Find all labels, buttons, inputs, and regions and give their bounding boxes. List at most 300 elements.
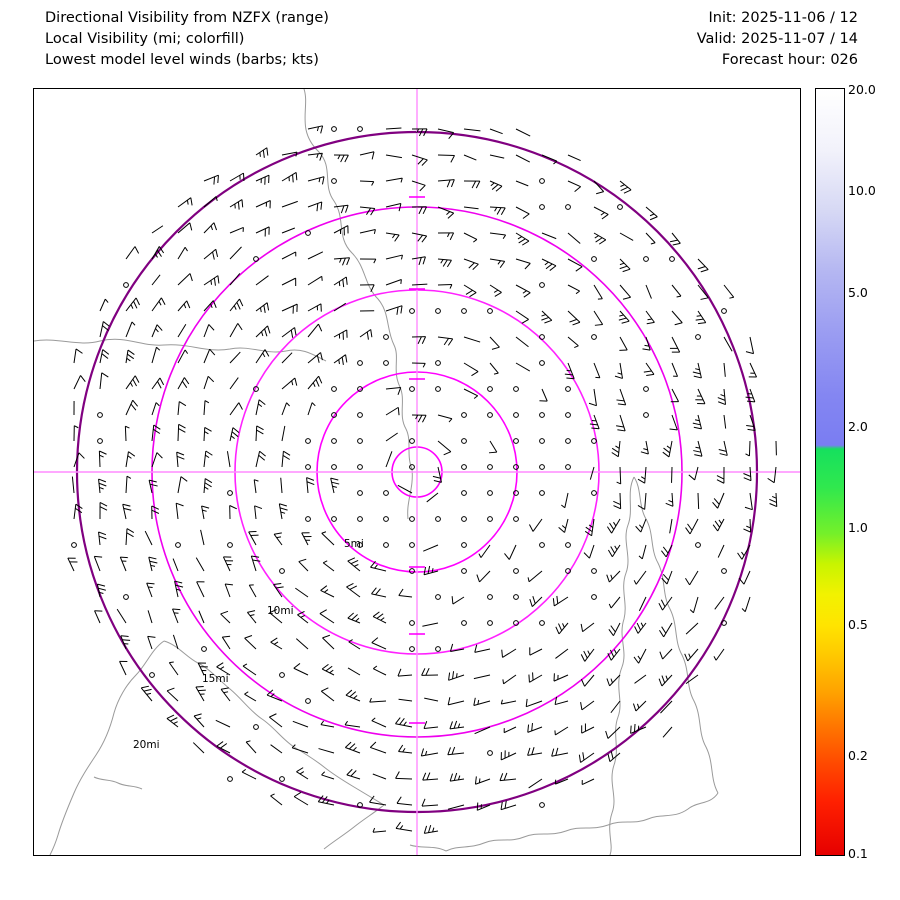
wind-barb-full	[133, 400, 138, 406]
wind-barb-full	[613, 501, 620, 504]
wind-barb-shaft	[672, 285, 681, 296]
wind-barb-half	[130, 383, 132, 387]
wind-barb-shaft	[397, 803, 412, 805]
wind-barb-calm	[436, 517, 441, 522]
wind-barb-full	[167, 715, 174, 718]
wind-barb-calm	[488, 517, 493, 522]
wind-barb-shaft	[645, 467, 646, 483]
wind-barb-full	[500, 773, 503, 780]
wind-barb-full	[316, 379, 319, 386]
wind-barb-calm	[540, 283, 545, 288]
wind-barb-shaft	[529, 675, 542, 682]
wind-barb-calm	[566, 387, 571, 392]
wind-barb-full	[423, 257, 425, 264]
wind-barb-calm	[540, 465, 545, 470]
wind-barb-half	[262, 332, 263, 336]
wind-barb-full	[347, 258, 350, 265]
wind-barb-full	[581, 624, 582, 632]
wind-barb-shaft	[373, 669, 386, 675]
wind-barb-shaft	[424, 727, 438, 728]
wind-barb-full	[81, 375, 86, 381]
wind-barb-full	[400, 718, 405, 724]
wind-barb-calm	[436, 361, 441, 366]
wind-barb-full	[650, 217, 657, 220]
wind-barb-shaft	[126, 247, 135, 259]
wind-barb-shaft	[422, 623, 438, 626]
wind-barb-half	[614, 650, 616, 654]
wind-barb-full	[453, 671, 454, 679]
wind-barb-shaft	[698, 441, 702, 456]
wind-barb-half	[231, 436, 234, 439]
wind-barb-shaft	[448, 753, 464, 755]
wind-barb-full	[397, 307, 398, 315]
wind-barb-full	[191, 198, 192, 206]
wind-barb-shaft	[620, 337, 627, 350]
wind-barb-shaft	[251, 556, 256, 571]
wind-barb-half	[184, 304, 186, 308]
wind-barb-full	[618, 404, 626, 405]
wind-barb-shaft	[750, 337, 754, 354]
valid-time-label: Valid: 2025-11-07 / 14	[696, 31, 858, 47]
wind-barb-full	[423, 773, 426, 780]
wind-barb-shaft	[360, 181, 374, 182]
wind-barb-shaft	[281, 478, 282, 493]
wind-barb-half	[641, 623, 643, 627]
wind-barb-full	[533, 596, 535, 603]
wind-barb-shaft	[322, 533, 334, 545]
wind-barb-full	[768, 478, 775, 482]
wind-barb-full	[523, 214, 529, 219]
wind-barb-shaft	[645, 493, 646, 509]
wind-barb-full	[475, 645, 477, 653]
wind-barb-shaft	[308, 252, 323, 259]
wind-barb-full	[332, 482, 340, 484]
wind-barb-full	[541, 317, 548, 320]
range-label-10mi: 10mi	[267, 605, 294, 617]
wind-barb-half	[620, 185, 624, 187]
wind-barb-shaft	[282, 451, 283, 467]
wind-barb-calm	[540, 361, 545, 366]
wind-barb-shaft	[321, 725, 334, 727]
wind-barb-calm	[514, 595, 519, 600]
wind-barb-shaft	[386, 433, 398, 441]
wind-barb-shaft	[371, 594, 386, 597]
wind-barb-full	[398, 407, 399, 415]
wind-barb-full	[150, 561, 158, 563]
map-plot-area[interactable]	[33, 88, 801, 856]
wind-barb-calm	[384, 491, 389, 496]
wind-barb-full	[264, 305, 265, 313]
wind-barb-full	[97, 584, 105, 586]
wind-barb-half	[174, 722, 178, 724]
range-label-5mi: 5mi	[344, 538, 364, 550]
wind-barb-calm	[124, 283, 129, 288]
wind-barb-half	[100, 455, 104, 457]
wind-barb-shaft	[126, 529, 127, 545]
wind-barb-shaft	[594, 389, 596, 406]
wind-barb-full	[131, 404, 136, 410]
wind-barb-full	[662, 578, 667, 584]
wind-barb-full	[103, 350, 109, 355]
wind-barb-calm	[566, 205, 571, 210]
wind-barb-full	[526, 699, 527, 707]
colorbar-tick-10: 10.0	[848, 183, 876, 198]
wind-barb-full	[466, 290, 473, 294]
wind-barb-shaft	[479, 571, 490, 582]
wind-barb-full	[79, 453, 84, 459]
wind-barb-shaft	[542, 155, 557, 161]
wind-barb-full	[218, 175, 219, 183]
wind-barb-shaft	[724, 441, 727, 455]
wind-barb-shaft	[94, 556, 100, 571]
range-label-20mi: 20mi	[133, 739, 160, 751]
wind-barb-full	[596, 238, 603, 242]
wind-barb-shaft	[667, 571, 672, 584]
wind-barb-half	[479, 778, 480, 782]
wind-barb-half	[446, 212, 449, 215]
wind-barb-full	[596, 192, 604, 194]
wind-barb-calm	[72, 543, 77, 548]
wind-barb-shaft	[249, 585, 256, 597]
wind-barb-shaft	[448, 701, 464, 705]
wind-barb-half	[156, 403, 159, 406]
wind-barb-full	[608, 754, 610, 762]
wind-barb-shaft	[412, 155, 427, 160]
wind-barb-shaft	[204, 175, 218, 181]
wind-barb-full	[694, 455, 702, 457]
wind-barb-shaft	[670, 519, 672, 533]
wind-barb-shaft	[274, 584, 282, 597]
wind-barb-full	[245, 635, 252, 638]
wind-barb-half	[234, 306, 236, 310]
wind-barb-shaft	[126, 476, 127, 493]
wind-barb-calm	[410, 647, 415, 652]
wind-barb-full	[177, 456, 184, 459]
wind-barb-full	[421, 748, 423, 756]
wind-barb-calm	[488, 387, 493, 392]
wind-barb-shaft	[474, 701, 490, 706]
wind-barb-full	[222, 636, 230, 637]
wind-barb-full	[698, 267, 705, 269]
wind-barb-shaft	[516, 155, 530, 162]
wind-barb-full	[296, 768, 303, 772]
wind-barb-half	[322, 532, 326, 534]
wind-barb-shaft	[555, 727, 568, 735]
wind-barb-full	[670, 429, 678, 430]
wind-barb-half	[127, 358, 131, 361]
wind-barb-half	[449, 419, 452, 422]
wind-barb-full	[122, 640, 130, 641]
wind-barb-calm	[514, 439, 519, 444]
wind-barb-half	[132, 322, 135, 325]
wind-barb-full	[556, 748, 558, 756]
wind-barb-calm	[540, 803, 545, 808]
wind-barb-shaft	[500, 779, 516, 781]
wind-barb-calm	[566, 543, 571, 548]
wind-barb-shaft	[307, 478, 308, 493]
wind-barb-shaft	[555, 649, 568, 658]
wind-barb-calm	[514, 413, 519, 418]
wind-barb-shaft	[256, 227, 269, 233]
wind-barb-shaft	[271, 745, 282, 753]
wind-barb-full	[606, 731, 608, 738]
wind-barb-full	[644, 371, 652, 372]
wind-barb-shaft	[568, 155, 581, 161]
wind-barb-full	[663, 452, 669, 457]
wind-barb-full	[418, 337, 421, 344]
wind-barb-full	[233, 428, 239, 433]
wind-barb-shaft	[202, 506, 204, 519]
wind-barb-shaft	[636, 571, 646, 584]
wind-barb-full	[519, 239, 526, 243]
wind-barb-full	[522, 241, 529, 245]
wind-barb-half	[197, 718, 201, 719]
wind-barb-shaft	[360, 229, 375, 233]
wind-barb-half	[205, 455, 209, 457]
wind-barb-full	[299, 559, 306, 561]
wind-barb-calm	[462, 439, 467, 444]
wind-barb-calm	[358, 439, 363, 444]
wind-barb-calm	[696, 543, 701, 548]
wind-barb-full	[451, 180, 454, 187]
wind-barb-shaft	[450, 779, 464, 781]
wind-barb-full	[342, 258, 345, 265]
wind-barb-half	[423, 363, 425, 367]
wind-barb-shaft	[194, 716, 204, 727]
wind-barb-full	[99, 536, 106, 539]
wind-barb-full	[214, 223, 217, 230]
wind-barb-full	[497, 208, 501, 215]
colorbar-tick-5: 5.0	[848, 285, 868, 300]
colorbar-tick-1: 1.0	[848, 520, 868, 535]
wind-barb-shaft	[672, 337, 680, 352]
wind-barb-shaft	[370, 747, 386, 753]
wind-barb-shaft	[423, 779, 438, 780]
wind-barb-shaft	[299, 562, 308, 571]
wind-barb-calm	[644, 387, 649, 392]
wind-barb-shaft	[223, 557, 230, 571]
wind-barb-shaft	[516, 207, 529, 214]
wind-barb-shaft	[620, 233, 633, 240]
wind-barb-calm	[410, 387, 415, 392]
wind-barb-shaft	[423, 545, 438, 551]
wind-barb-full	[372, 152, 374, 160]
wind-barb-full	[476, 181, 480, 188]
wind-barb-full	[351, 770, 356, 776]
wind-barb-shaft	[308, 177, 324, 181]
wind-barb-shaft	[99, 479, 100, 493]
wind-barb-half	[648, 319, 652, 320]
wind-barb-full	[230, 506, 237, 509]
wind-barb-shaft	[639, 649, 646, 663]
wind-barb-full	[372, 638, 378, 643]
wind-barb-full	[693, 423, 701, 425]
header-title-line: Directional Visibility from NZFX (range)	[45, 10, 329, 26]
wind-barb-shaft	[424, 831, 438, 833]
wind-barb-shaft	[246, 742, 256, 753]
wind-barb-calm	[644, 257, 649, 262]
wind-barb-full	[602, 214, 608, 219]
wind-barb-full	[149, 557, 157, 559]
wind-barb-full	[367, 332, 368, 340]
wind-barb-full	[349, 744, 355, 749]
wind-barb-shaft	[438, 259, 451, 260]
wind-barb-full	[176, 503, 183, 506]
wind-barb-full	[326, 666, 332, 671]
wind-barb-full	[559, 527, 565, 532]
wind-barb-half	[345, 721, 348, 725]
wind-barb-full	[664, 448, 670, 453]
wind-barb-shaft	[282, 353, 292, 363]
wind-barb-full	[701, 270, 708, 272]
wind-barb-calm	[566, 465, 571, 470]
wind-barb-shaft	[334, 330, 347, 337]
wind-barb-shaft	[526, 701, 542, 707]
wind-barb-shaft	[581, 753, 594, 762]
wind-barb-full	[239, 299, 242, 306]
wind-barb-shaft	[715, 597, 724, 609]
wind-barb-full	[351, 560, 358, 563]
wind-barb-full	[127, 533, 134, 537]
wind-barb-half	[287, 403, 290, 406]
wind-barb-half	[503, 235, 505, 239]
wind-barb-full	[584, 651, 588, 658]
wind-barb-full	[659, 679, 662, 686]
wind-barb-shaft	[690, 519, 698, 534]
wind-barb-full	[94, 556, 102, 557]
wind-barb-full	[283, 451, 290, 455]
wind-barb-full	[670, 240, 678, 242]
wind-barb-shaft	[320, 614, 334, 623]
wind-barb-full	[489, 452, 497, 453]
wind-barb-half	[211, 226, 212, 230]
wind-barb-full	[558, 624, 561, 631]
wind-barb-full	[225, 584, 233, 585]
wind-barb-shaft	[516, 259, 530, 263]
wind-barb-shaft	[718, 519, 724, 531]
wind-barb-calm	[436, 309, 441, 314]
wind-barb-full	[693, 451, 701, 453]
colorbar-gradient	[816, 89, 844, 855]
wind-barb-half	[690, 610, 693, 613]
wind-barb-half	[588, 651, 590, 655]
wind-barb-shaft	[552, 753, 568, 756]
wind-barb-full	[444, 452, 451, 455]
wind-barb-half	[641, 477, 645, 479]
wind-barb-shaft	[230, 200, 242, 207]
wind-barb-shaft	[744, 571, 750, 584]
wind-barb-calm	[98, 413, 103, 418]
wind-barb-full	[420, 185, 425, 191]
wind-barb-shaft	[197, 582, 204, 597]
wind-barb-shaft	[594, 285, 602, 299]
wind-barb-full	[496, 186, 502, 191]
wind-barb-full	[296, 172, 297, 180]
wind-barb-half	[495, 207, 497, 211]
wind-barb-full	[294, 792, 301, 796]
wind-barb-shaft	[438, 441, 451, 452]
wind-barb-full	[141, 686, 149, 688]
wind-barb-full	[528, 725, 529, 733]
wind-barb-shaft	[750, 363, 757, 377]
wind-barb-full	[428, 825, 430, 832]
wind-barb-shaft	[178, 424, 179, 441]
wind-barb-full	[501, 802, 502, 810]
wind-barb-shaft	[308, 202, 322, 207]
wind-barb-full	[238, 202, 239, 210]
wind-barb-full	[611, 546, 615, 553]
wind-barb-shaft	[244, 694, 256, 701]
wind-barb-calm	[228, 491, 233, 496]
wind-barb-full	[448, 339, 452, 345]
wind-barb-shaft	[176, 503, 178, 519]
wind-barb-full	[343, 279, 344, 287]
wind-barb-full	[161, 298, 165, 305]
wind-barb-full	[370, 742, 376, 747]
wind-barb-shaft	[554, 675, 568, 681]
wind-barb-half	[714, 656, 716, 660]
wind-barb-full	[502, 650, 503, 658]
wind-barb-full	[713, 525, 718, 531]
wind-barb-shaft	[201, 530, 204, 545]
wind-barb-calm	[228, 543, 233, 548]
wind-barb-full	[573, 322, 580, 325]
wind-barb-half	[595, 236, 599, 238]
wind-barb-calm	[358, 413, 363, 418]
wind-barb-full	[552, 749, 554, 757]
wind-barb-shaft	[126, 452, 128, 467]
wind-barb-full	[346, 205, 349, 212]
wind-barb-calm	[410, 309, 415, 314]
wind-barb-full	[500, 261, 505, 267]
wind-barb-shaft	[438, 415, 452, 419]
wind-barb-half	[300, 772, 304, 774]
wind-barb-full	[419, 257, 421, 264]
wind-barb-full	[448, 697, 450, 705]
wind-barb-shaft	[464, 259, 478, 264]
wind-barb-full	[581, 702, 582, 710]
wind-barb-shaft	[204, 427, 205, 441]
wind-barb-calm	[332, 127, 337, 132]
wind-barb-shaft	[594, 415, 599, 429]
wind-barb-shaft	[386, 279, 401, 285]
header-right-block	[697, 8, 858, 71]
wind-barb-half	[619, 315, 623, 316]
wind-barb-shaft	[230, 227, 243, 233]
wind-barb-full	[660, 652, 663, 659]
wind-barb-full	[157, 325, 162, 331]
wind-barb-half	[205, 432, 209, 434]
wind-barb-full	[178, 429, 185, 433]
wind-barb-full	[621, 187, 628, 190]
wind-barb-full	[770, 503, 777, 506]
wind-barb-full	[395, 235, 399, 241]
wind-barb-shaft	[68, 558, 74, 571]
wind-barb-shaft	[147, 583, 152, 597]
wind-barb-full	[377, 614, 383, 619]
wind-barb-full	[135, 247, 139, 254]
wind-barb-shaft	[269, 717, 282, 727]
wind-barb-full	[426, 668, 429, 675]
wind-barb-full	[505, 801, 506, 809]
wind-barb-shaft	[308, 403, 312, 415]
wind-barb-shaft	[474, 675, 490, 679]
wind-barb-calm	[722, 569, 727, 574]
wind-barb-calm	[566, 413, 571, 418]
wind-barb-shaft	[152, 325, 157, 337]
wind-barb-shaft	[745, 597, 750, 612]
wind-barb-full	[99, 479, 106, 482]
